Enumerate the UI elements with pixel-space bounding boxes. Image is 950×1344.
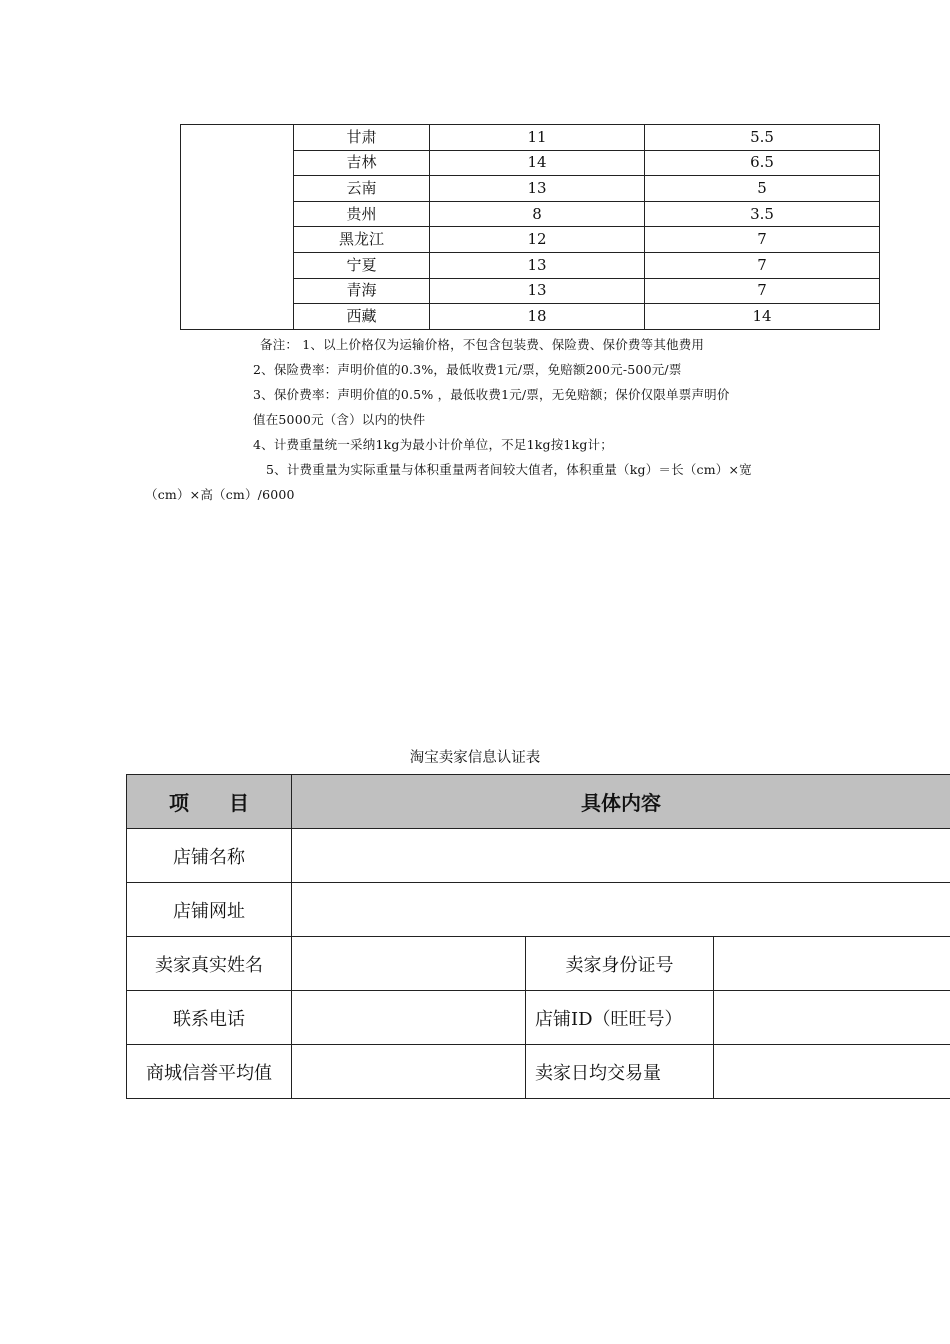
table-row bbox=[181, 125, 880, 151]
first-weight-cell: 13 bbox=[430, 252, 645, 278]
first-weight-cell: 18 bbox=[430, 304, 645, 330]
mall-credit-field[interactable] bbox=[292, 1045, 526, 1099]
rate-table-body bbox=[181, 125, 880, 330]
first-weight-cell: 14 bbox=[430, 150, 645, 176]
province-cell: 青海 bbox=[294, 278, 430, 304]
continued-weight-cell: 14 bbox=[645, 304, 880, 330]
form-title: 淘宝卖家信息认证表 bbox=[409, 750, 541, 766]
header-content: 具体内容 bbox=[292, 775, 950, 829]
continued-weight-cell: 3.5 bbox=[645, 201, 880, 227]
province-cell: 云南 bbox=[294, 176, 430, 202]
daily-volume-label: 卖家日均交易量 bbox=[526, 1045, 714, 1099]
province-cell: 西藏 bbox=[294, 304, 430, 330]
table-row bbox=[127, 829, 950, 883]
first-weight-cell: 8 bbox=[430, 201, 645, 227]
mall-credit-label: 商城信誉平均值 bbox=[127, 1045, 292, 1099]
table-row bbox=[127, 883, 950, 937]
continued-weight-cell: 7 bbox=[645, 227, 880, 253]
seller-name-field[interactable] bbox=[292, 937, 526, 991]
shop-url-label: 店铺网址 bbox=[127, 883, 292, 937]
shop-name-label: 店铺名称 bbox=[127, 829, 292, 883]
form-header-row bbox=[127, 775, 950, 829]
shop-id-label: 店铺ID（旺旺号） bbox=[526, 991, 714, 1045]
phone-label: 联系电话 bbox=[127, 991, 292, 1045]
province-cell: 黑龙江 bbox=[294, 227, 430, 253]
province-cell: 甘肃 bbox=[294, 125, 430, 151]
first-weight-cell: 13 bbox=[430, 176, 645, 202]
first-weight-cell: 11 bbox=[430, 125, 645, 151]
note-5-continued: （cm）×高（cm）/6000 bbox=[145, 487, 295, 502]
shop-url-field[interactable] bbox=[292, 883, 950, 937]
province-cell: 宁夏 bbox=[294, 252, 430, 278]
note-3: 3、保价费率：声明价值的0.5% ，最低收费1元/票，无免赔额；保价仅限单票声明价 bbox=[253, 387, 730, 402]
province-cell: 吉林 bbox=[294, 150, 430, 176]
phone-field[interactable] bbox=[292, 991, 526, 1045]
table-row bbox=[127, 991, 950, 1045]
seller-info-form bbox=[126, 774, 950, 1099]
note-3-continued: 值在5000元（含）以内的快件 bbox=[253, 412, 426, 427]
continued-weight-cell: 7 bbox=[645, 278, 880, 304]
note-4: 4、计费重量统一采纳1kg为最小计价单位，不足1kg按1kg计； bbox=[253, 437, 613, 452]
first-weight-cell: 12 bbox=[430, 227, 645, 253]
continued-weight-cell: 7 bbox=[645, 252, 880, 278]
note-5: 5、计费重量为实际重量与体积重量两者间较大值者，体积重量（kg）＝长（cm）×宽 bbox=[266, 462, 752, 477]
note-2: 2、保险费率：声明价值的0.3%，最低收费1元/票，免赔额200元-500元/票 bbox=[253, 362, 682, 377]
shop-name-field[interactable] bbox=[292, 829, 950, 883]
continued-weight-cell: 5 bbox=[645, 176, 880, 202]
seller-id-no-field[interactable] bbox=[714, 937, 950, 991]
note-1: 备注： 1、以上价格仅为运输价格，不包含包装费、保险费、保价费等其他费用 bbox=[260, 337, 705, 352]
continued-weight-cell: 6.5 bbox=[645, 150, 880, 176]
first-weight-cell: 13 bbox=[430, 278, 645, 304]
shipping-rate-table bbox=[180, 124, 880, 330]
continued-weight-cell: 5.5 bbox=[645, 125, 880, 151]
header-item: 项 目 bbox=[127, 775, 292, 829]
daily-volume-field[interactable] bbox=[714, 1045, 950, 1099]
table-row bbox=[127, 1045, 950, 1099]
province-cell: 贵州 bbox=[294, 201, 430, 227]
seller-name-label: 卖家真实姓名 bbox=[127, 937, 292, 991]
region-cell bbox=[181, 125, 294, 330]
table-row bbox=[127, 937, 950, 991]
shop-id-field[interactable] bbox=[714, 991, 950, 1045]
seller-id-no-label: 卖家身份证号 bbox=[526, 937, 714, 991]
